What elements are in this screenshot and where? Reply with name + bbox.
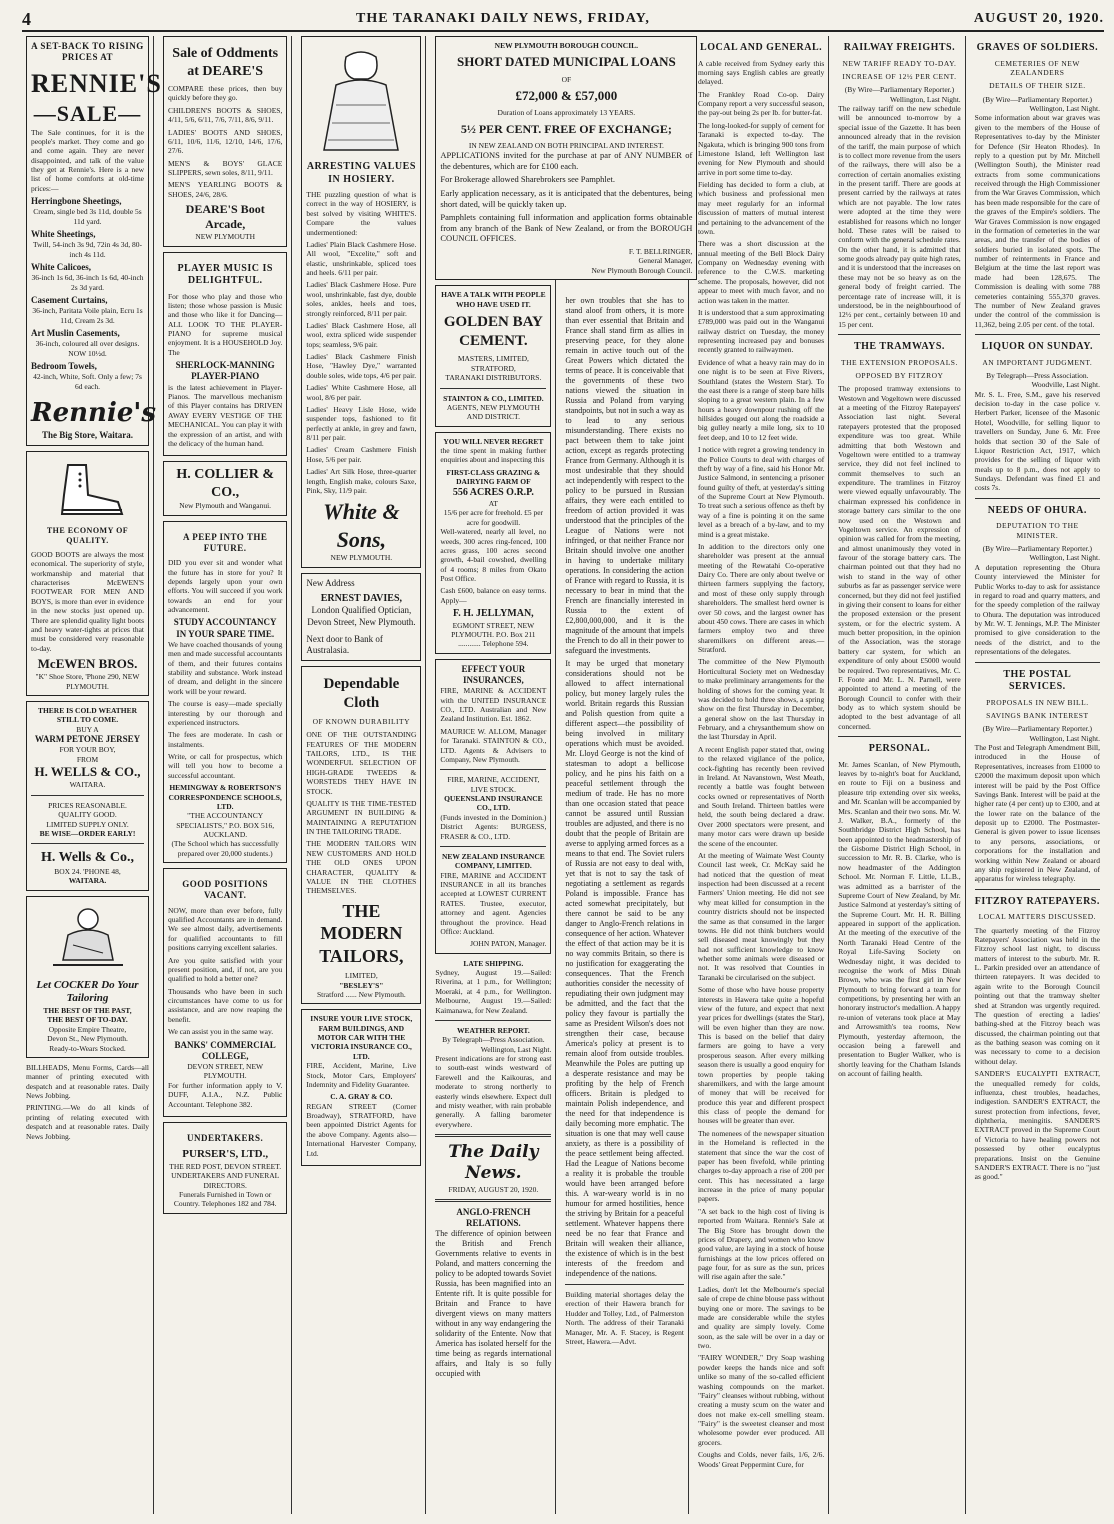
- farm-agent: F. H. JELLYMAN,: [453, 608, 534, 620]
- railway-sub: NEW TARIFF READY TO-DAY.: [842, 58, 957, 68]
- rennie-name: RENNIE'S: [31, 68, 162, 98]
- daily-news-date: FRIDAY, AUGUST 20, 1920.: [448, 1184, 539, 1194]
- cement-ad: [435, 285, 551, 427]
- local-p: The nomenees of the newspaper situation in the Homeland is reflected in the statement that since the war the cost of paper has been fivefold, while printing charges to-day approach a rise of 200 per cent. This has necessitated a large increase in the price of many popular papers.: [697, 1128, 825, 1204]
- list-item: [31, 229, 144, 259]
- jobbing-notice: PRINTING.—We do all kinds of printing of relating executed with despatch and at reasonable rates. Daily News Jobbing.: [26, 1103, 149, 1141]
- list-item: Ladies' Black Cashmere Hose. Pure wool, unshrinkable, fast dye, double soles, ankles, heels and toes, strongly reinforced, 8/11 per pair.: [306, 280, 417, 318]
- farm-addr: EGMONT STREET, NEW PLYMOUTH. P.O. Box 211 ............ Telephone 594.: [451, 620, 536, 649]
- local-p: In addition to the directors only one shareholder was present at the annual meeting of the Rewatahi Co-operative Dairy Co. There are only about twelve or thirteen farmers supplying the factory, and most of these only supply through shareholders. The smallest herd owner is over 50 cows, and the largest owner has about 450 cows. There are cases in which farmers employ two and three sharemilkers on different areas.—Stratford.: [697, 541, 825, 654]
- tailors-bldg: "BESLEY'S": [339, 980, 384, 990]
- farm-body: the time spent in making further enquiries about and inspecting this: [440, 446, 547, 465]
- undertakers-addr: THE RED POST, DEVON STREET.: [169, 1161, 282, 1171]
- list-item: Ladies' Cream Cashmere Finish Hose, 5/6 per pair.: [306, 445, 417, 464]
- davies-lead: New Address: [306, 577, 355, 588]
- future-body-5: Write, or call for prospectus, which will tell you how to become a successful accountant.: [168, 752, 283, 780]
- local-p: At the meeting of Waimate West County Council last week, Cr. McKay said he had noticed that the question of meat inspection had been discussed at a recent Farmers' Union meeting. He did not see why meat killed for consumption in the country districts should not be inspected the same as that consumed in the larger towns. He did not think butchers would sell diseased meat knowingly but they had not sufficient knowledge to know whether some animals were diseased or not. It was resolved that Counties in Taranaki be circularised on the subject.: [697, 850, 825, 982]
- queensland-note: (Funds invested in the Dominion.) District Agents: BURGESS, FRASER & CO., LTD.: [440, 812, 547, 841]
- shipping-title: LATE SHIPPING.: [463, 958, 524, 968]
- local-p: The Frankley Road Co-op. Dairy Company report a very successful season, the pay-out being 2s per lb. for butter-fat.: [697, 89, 825, 118]
- piano-body-2: is the latest achievement in Player-Pianos. The marvellous mechanism of this Player contains has DRIVEN AWAY EVERY VESTIGE OF THE MECHANICAL. You can play it with the expression of an artist, and with the delicacy of the human hand.: [168, 382, 283, 448]
- liquor-title: LIQUOR ON SUNDAY.: [981, 341, 1094, 352]
- tramways-body: The proposed tramway extensions to Westown and Vogeltown were discussed at a meeting of the Fitzroy Ratepayers' Association last night. Several ratepayers protested that the proposed expenditure was too great. While admitting that both Westown and Vogeltown were entitled to a tramway service, they did not feel inclined to commit themselves to such an expenditure. The tramlines in Fitzroy were viewed equally unfavourably. The chairman expressed his confidence in storage battery cars similar to the one now used on the Westown and Vogeltown service. An expression of opinion was called for from the meeting, and almost unanimously they voted in favour of the storage battery cars. The chairman pointed out that they had no wish to stand in the way of other suburbs as far as passenger service were concerned, but they did not feel justified in giving their consent to loans for either the proposed extension or the present system, or for the electric system. A much better proposition, in the opinion of the Association, was the storage battery car system, for which an expenditure of only about £5000 would be required. Two representatives, Mr. C. F. Foote and Mr. L. N. Parnell, were appointed to attend a meeting of the Borough Council to confer with their body as to which system should be adopted to the best advantage of all concerned.: [838, 384, 961, 731]
- victoria-body: FIRE, Accident, Marine, Live Stock, Motor Cars, Employers' Indemnity and Fidelity Guarantee.: [306, 1061, 417, 1089]
- wells-tag: QUALITY GOOD.: [58, 810, 117, 820]
- loans-body-3: Early application necessary, as it is anticipated that the debentures, being short dated, will be quickly taken up.: [440, 187, 693, 209]
- list-item: Ladies' Art Silk Hose, three-quarter length, English make, colours Saxe, Pink, Sky, 11/9 pair.: [306, 467, 417, 495]
- future-body-4: The fees are moderate. In cash or instalments.: [168, 730, 283, 749]
- future-school: HEMINGWAY & ROBERTSON'S CORRESPONDENCE SCHOOLS, LTD.: [168, 783, 282, 811]
- postal-byline: (By Wire—Parliamentary Reporter.): [982, 724, 1092, 734]
- local-title: LOCAL AND GENERAL.: [700, 42, 823, 53]
- wells-box: BOX 24. 'PHONE 48,: [54, 866, 121, 876]
- victoria-ad: [301, 1009, 421, 1166]
- local-p: Coughs and Colds, never fails, 1/6, 2/6. Woods' Great Peppermint Cure, for: [697, 1450, 825, 1469]
- list-item: [31, 361, 144, 391]
- column-2: [159, 36, 292, 1514]
- future-ad: [163, 521, 287, 864]
- cement-agent: MASTERS, LIMITED,: [457, 354, 529, 364]
- weather-body: Present indications are for strong east to south-east winds westward of Farewell and the Kaikouras, and moderate to strong northerly to easterly winds elsewhere. Expect dull and misty weather, with rain probable generally. A falling barometer everywhere.: [435, 1054, 552, 1129]
- item-detail: 36-inch, coloured all over designs. NOW 10½d.: [35, 339, 140, 358]
- davies-tail: Next door to Bank of Australasia.: [306, 633, 383, 656]
- piano-ad: [163, 252, 287, 457]
- item-detail: 36-inch 1s 6d, 36-inch 1s 6d, 40-inch 2s 3d yard.: [31, 273, 144, 292]
- railway-byline: (By Wire—Parliamentary Reporter.): [844, 85, 955, 95]
- list-item: CHILDREN'S BOOTS & SHOES, 4/11, 5/6, 6/11, 7/6, 7/11, 8/6, 9/11.: [168, 105, 283, 125]
- item-name: White Calicoes,: [31, 262, 91, 273]
- graves-sub: CEMETERIES OF NEW ZEALANDERS: [994, 58, 1080, 77]
- loans-body: APPLICATIONS invited for the purchase at par of ANY NUMBER of the debentures, which are for £100 each.: [440, 150, 693, 171]
- anglo-title: ANGLO-FRENCH RELATIONS.: [456, 1206, 531, 1229]
- postal-sub-2: SAVINGS BANK INTEREST: [986, 710, 1089, 720]
- column-6: [694, 36, 829, 1514]
- tailors-ltd: LIMITED,: [345, 971, 378, 981]
- cocker-line: Opposite Empire Theatre,: [48, 1024, 127, 1034]
- weather-title: WEATHER REPORT.: [456, 1025, 530, 1035]
- deare-ad: [163, 36, 287, 247]
- item-detail: 36-inch, Paritata Voile plain, Ecru 1s 11d, Cream 2s 3d.: [32, 306, 143, 325]
- farm-acres: 556 ACRES O.R.P.: [452, 486, 534, 498]
- mcewen-head: THE ECONOMY OF QUALITY.: [46, 525, 129, 545]
- personal-title: PERSONAL.: [868, 743, 931, 755]
- piano-name: SHERLOCK-MANNING PLAYER-PIANO: [175, 360, 275, 382]
- item-detail: Twill, 54-inch 3s 9d, 72in 4s 3d, 80-inch 4s 11d.: [32, 240, 143, 259]
- list-item: Ladies' Plain Black Cashmere Hose. All wool, "Excelite," soft and elastic, unshrinkable, spliced toes and heels. 6/11 per pair.: [306, 239, 417, 277]
- united-ad: [435, 659, 551, 954]
- local-p: I notice with regret a growing tendency in the Police Courts to deal with charges of theft by way of a fine, said his Honor Mr. Justice Salmond, in sentencing a prisoner found guilty of theft, at yesterday's sitting of the Supreme Court at New Plymouth. To treat such a serious offence as theft by way of a fine is pointing it on the same level as a breach of a by-law, and to my mind is a great mistake.: [697, 445, 825, 539]
- loans-body-2: For Brokerage allowed Sharebrokers see Pamphlet.: [440, 174, 616, 185]
- mcewen-addr: "K" Shoe Store, 'Phone 290, NEW PLYMOUTH.: [35, 672, 140, 691]
- weather-place: Wellington, Last Night.: [480, 1044, 552, 1054]
- rennie-ad: [26, 36, 162, 446]
- tailors-sub: OF KNOWN DURABILITY: [312, 716, 411, 726]
- postal-place: Wellington, Last Night.: [1029, 733, 1100, 743]
- loans-signer: F. T. BELLRINGER,: [628, 247, 693, 256]
- local-p: It is understood that a sum approximating £789,000 was paid out in the Wanganui railway district on Tuesday, the money representing increased pay and bonuses recently granted to railwaymen.: [697, 307, 825, 355]
- postal-title: THE POSTAL SERVICES.: [1003, 668, 1072, 692]
- cocker-line: Ready-to-Wears Stocked.: [49, 1043, 126, 1053]
- victoria-name: VICTORIA INSURANCE CO., LTD.: [310, 1042, 412, 1061]
- cocker-slogan: Let COCKER Do Your Tailoring: [36, 978, 139, 1005]
- ohura-body: A deputation representing the Ohura County interviewed the Minister for Public Works to-day to ask for assistance in regard to road and quarry matters, and for the speedy completion of the railway to Ohura. The deputation was introduced by Mr. W. T. Jennings, M.P. The Minister promised to give consideration to the needs of the district, and to the representations of the delegates.: [974, 562, 1100, 657]
- item-name: Art Muslin Casements,: [31, 328, 120, 339]
- postal-body: The Post and Telegraph Amendment Bill, introduced in the House of Representatives, increases from £1000 to £2000 the maximum deposit upon which interest will be paid by the Post Office Savings Bank. Interest will be paid at the higher rate (4 per cent) up to £300, and at the lower rate on the balance of the deposit up to £2000. The Postmaster-General is given power to issue licenses to any persons, associations, or corporations for the installation and working within New Zealand or aboard any ship registered in New Zealand, of apparatus for wireless telegraphy.: [974, 743, 1100, 884]
- cocker-line: THE BEST OF TO-DAY.: [47, 1015, 128, 1025]
- column-3: [297, 36, 426, 1514]
- banks-ad: [163, 868, 287, 1117]
- ohura-sub: DEPUTATION TO THE MINISTER.: [996, 521, 1079, 540]
- loans-duration: Duration of Loans approximately 13 YEARS.: [497, 108, 636, 118]
- mcewen-body: GOOD BOOTS are always the most economical. The superiority of style, workmanship and material that characterises McEWEN'S FOOTWEAR FOR MEN AND BOYS, is more than ever in evidence in the new stocks just opened up. There are splendid quality light boots and heavy water-tights at prices that must be considered very reasonable to-day.: [31, 549, 144, 653]
- page-number: 4: [22, 8, 32, 29]
- mcewen-ad: [26, 451, 149, 696]
- banks-title: GOOD POSITIONS VACANT.: [182, 879, 269, 901]
- liquor-place: Woodville, Last Night.: [1031, 380, 1100, 390]
- liquor-byline: By Telegraph—Press Association.: [986, 370, 1089, 380]
- farm-at: AT: [488, 499, 498, 508]
- tailors-body-3: THE MODERN TAILORS WIN NEW CUSTOMERS AND HOLD THE OLD ONES UPON CHARACTER, QUALITY & VALUE IN THE CLOTHES THEMSELVES.: [306, 839, 417, 896]
- white-head: ARRESTING VALUES IN HOSIERY.: [306, 161, 416, 185]
- list-item: [31, 262, 144, 292]
- local-p: "A set back to the high cost of living is reported from Waitara. Rennie's Sale at The Big Store has brought down the prices of Drapery, and women who know good value, are laying in a stock of house furnishings at the low prices offered on page four, for as sure as the sun, prices will rise again after the sale.": [697, 1206, 825, 1282]
- white-name: White & Sons,: [323, 499, 400, 552]
- future-body-3: The course is easy—made specially interesting by our thorough and experienced instructors.: [168, 699, 283, 727]
- local-p: The committee of the New Plymouth Horticultural Society met on Wednesday to make preliminary arrangements for the holding of shows for the coming year. It was decided to hold three shows, a spring show on the first Thursday in December, a general show on the last Thursday in February, and a chrysanthemum show on the last Thursday in April.: [697, 657, 825, 742]
- loans-role: General Manager,: [638, 256, 693, 266]
- cocker-line: THE BEST OF THE PAST,: [43, 1006, 132, 1015]
- column-8: [971, 36, 1104, 1514]
- farm-title: FIRST-CLASS GRAZING & DAIRYING FARM OF: [446, 467, 541, 487]
- wells-line: BUY A: [76, 724, 99, 734]
- davies-addr: Devon Street, New Plymouth.: [307, 616, 416, 627]
- list-item: Ladies' Black Cashmere Finish Hose, "Hawley Dye," warranted double soles, wide tops, 4/6 per pair.: [306, 352, 417, 380]
- nzins-manager: JOHN PATON, Manager.: [470, 939, 547, 949]
- tailors-title: Dependable Cloth: [323, 676, 400, 712]
- item-name: White Sheetings,: [31, 229, 96, 240]
- list-item: LADIES' BOOTS AND SHOES, 6/11, 10/6, 11/6, 12/10, 14/6, 17/6, 27/6.: [168, 127, 283, 156]
- masthead: [22, 8, 1104, 32]
- wells-name-2: H. Wells & Co.,: [40, 850, 135, 866]
- local-p: A recent English paper stated that, owing to the relaxed vigilance of the police, cock-fighting has recently been revived in Ireland. At Navanstown, West Meath, recently a battle was fought between cocks owned or representatives of North and South Ireland. Thirteen battles were held, the south being declared a draw. Over 2000 spectators were present, and many motor cars were drawn up beside the scene of the encounter.: [697, 744, 825, 848]
- local-p: Fielding has decided to form a club, at which business and professional men may meet regularly for an informal discussion of matters of mutual interest and pertaining to the advancement of the town.: [697, 180, 825, 236]
- farm-cash: Cash £600, balance on easy terms. Apply—: [440, 586, 547, 605]
- loans-of: OF: [561, 74, 572, 84]
- farm-price: 15/6 per acre for freehold. £5 per acre for goodwill.: [443, 508, 544, 527]
- ohura-place: Wellington, Last Night.: [1029, 553, 1100, 563]
- mcewen-name: McEWEN BROS.: [37, 656, 138, 671]
- daily-news-nameplate: The Daily News.: [448, 1142, 539, 1184]
- tramways-sub: THE EXTENSION PROPOSALS.: [841, 357, 958, 367]
- ohura-byline: (By Wire—Parliamentary Reporter.): [982, 544, 1092, 553]
- newspaper-title: THE TARANAKI DAILY NEWS, FRIDAY,: [355, 11, 650, 26]
- list-item: [31, 196, 144, 226]
- graves-sub-2: DETAILS OF THEIR SIZE.: [989, 81, 1086, 91]
- loans-where: IN NEW ZEALAND ON BOTH PRINCIPAL AND INTEREST.: [468, 140, 664, 150]
- weather-byline: By Telegraph—Press Association.: [442, 1035, 545, 1045]
- rennie-intro: The Sale continues, for it is the people's market. They come and go and come again. They are never disappointed, and talk of the value they get at Rennie's. Here is a new list of home comforts at old-time prices:—: [31, 127, 144, 193]
- local-p: Some of those who have house property interests in Hawera take quite a hopeful view of the future, and expect that next year prices for dwellings (states the Star), will be even higher than they are now. This is based on the belief that dairy farmers are going to have a very prosperous season. After every milking season there is usually a good enquiry for town properties by people taking sharemilkers, and with the large amount of money that will be received for produce this year and different prospect this class of people the demand for houses will be greater than ever.: [697, 985, 825, 1126]
- tailor-illustration-icon: [43, 905, 133, 975]
- tramways-title: THE TRAMWAYS.: [853, 341, 945, 352]
- list-item: [31, 295, 144, 325]
- cocker-ad: [26, 896, 149, 1058]
- collier-name: H. COLLIER & CO.,: [176, 467, 274, 500]
- victoria-addr: REGAN STREET (Corner Broadway), STRATFORD, have been appointed District Agents for the above Company. Agents also—International Harvester Company, Ltd.: [306, 1101, 417, 1158]
- column-7: [834, 36, 965, 1514]
- liquor-body: Mr. S. L. Free, S.M., gave his reserved decision to-day in the case police v. Herbert Parker, licensee of the Masonic Hotel, Woodville, for selling liquor to travellers on Sunday, June 6. Mr. Free holds that section 30 of the Sale of Liquor Restriction Act, 1917, which provides for the selling of liquor with meals up to 8 p.m., does not apply to Sundays. Defendant was fined £1 and costs 7s.: [974, 389, 1100, 493]
- railway-place: Wellington, Last Night.: [890, 94, 961, 104]
- davies-name: ERNEST DAVIES,: [320, 592, 403, 604]
- graves-byline: (By Wire—Parliamentary Reporter.): [982, 94, 1092, 104]
- future-body: DID you ever sit and wonder what the future has in store for you? It depends largely upon your own efforts. You will succeed if you work towards an end for your advancement.: [168, 558, 283, 614]
- editorial-p2: It may be urged that monetary considerations should not be allowed to affect international policy, but money largely rules the world. Britain regards this Russian and Polish question from quite a different aspect—the possibility of being involved in military operations which must be avoided. Mr. Lloyd George is not the kind of statesman to adopt a bellicose policy, and he pins his faith on a peaceful settlement through the medium of trade. He has no more than one occasion stated that peace cannot be assured until Russian troubles are adjusted, and there is no doubt that the people of Britain are averse to applying armed forces as a means to that end. The Soviet rulers of Russia are not easy to deal with, yet that is not to say the task of negotiating a settlement as regards Poland is impossible. France has acted somewhat precipitately, but there cannot be said to be any danger to Anglo-French relations in consequence of her action. Whatever the effect of that action may be it is no way commits Britain, so there is no justification for exaggerating the consequences. That the French authorities consider the necessity of repudiating their own judgment may be admitted, and the fact that the policy they favour is partially the same as President Wilson's does not strengthen their case, because America's policy at present is to remain aloof from outside troubles. Meanwhile the Poles are putting up a desperate resistance and may be profiting by the help of French officers. Britain is pledged to maintain Polish independence, and the need for that independence is daily becoming more emphatic. The situation is one that may well cause anxiety, as there is a possibility of the peace settlement being affected. Had the League of Nations become a reality it is probable the trouble would have been arranged before this. A war-weary world is in no humour for armed hostilities, hence the striving by Britain for a peaceful settlement. Whatever happens there need be no fear that France and Britain will weaken their alliance, the existence of which is in the best interests of the freedom and independence of the nations.: [565, 659, 684, 1278]
- collier-sub: New Plymouth and Wanganui.: [179, 501, 272, 511]
- future-note: (The School which has successfully prepared over 20,000 students.): [171, 839, 279, 858]
- undertakers-ad: [163, 1122, 287, 1214]
- list-item: MEN'S YEARLING BOOTS & SHOES, 24/6, 28/6.: [168, 180, 283, 199]
- wells-tag: LIMITED SUPPLY ONLY.: [46, 819, 129, 829]
- jobbing-notice: BILLHEADS, Menu Forms, Cards—all manner of printing executed with despatch and at reasonable rates. Daily News Jobbing.: [26, 1062, 149, 1100]
- wells-town-2: WAITARA.: [68, 876, 107, 886]
- liquor-sub: AN IMPORTANT JUDGMENT.: [982, 357, 1093, 367]
- loans-org: New Plymouth Borough Council.: [591, 265, 693, 275]
- banks-body: NOW, more than ever before, fully qualified Accountants are in demand. We see almost daily, advertisements for qualified accountants to fill positions carrying excellent salaries.: [168, 905, 283, 953]
- wells-town: WAITARA.: [69, 780, 106, 790]
- editorial-p3: Building material shortages delay the erection of their Hawera branch for Hudder and Tolley, Ltd., of Palmerston North. The address of their Taranaki Manager, Mr. A. F. Stacey, is Regent Street, Hawera.—Advt.: [565, 1290, 684, 1346]
- white-town: NEW PLYMOUTH.: [330, 553, 393, 563]
- list-item: Ladies' White Cashmere Hose, all wool, 8/6 per pair.: [306, 383, 417, 402]
- local-p: Evidence of what a heavy rain may do in one night is to be seen at Five Rivers, Southland (states the Western Star). To the east there is a range of steep bare hills sloping to a great western plain. In a few hours a heavy downpour rushing off the hillsides gouged out along the roadside a big gulley nearly a mile long, six to 10 feet deep, and 10 to 12 feet wide.: [697, 357, 825, 442]
- deare-town: NEW PLYMOUTH: [195, 232, 256, 242]
- banks-addr: DEVON STREET, NEW PLYMOUTH.: [187, 1062, 264, 1081]
- banks-contact: For further information apply to V. DUFF, A.I.A., N.Z. Public Accountant. Telephone 382.: [168, 1080, 283, 1109]
- issue-date: AUGUST 20, 1920.: [973, 11, 1104, 26]
- wells-ad: [26, 701, 149, 891]
- list-item: [31, 328, 144, 358]
- banks-body-4: We can assist you in the same way.: [168, 1027, 274, 1037]
- wells-tag: BE WISE—ORDER EARLY!: [39, 828, 136, 838]
- wells-line: FROM: [76, 754, 99, 764]
- list-item: Ladies' Black Cashmere Hose, all wool, extra spliced wide suspender tops; seamless, 9/6 pair.: [306, 320, 417, 349]
- personal-body: Mr. James Scanlan, of New Plymouth, leaves by to-night's boat for Auckland, en route to Fiji on a business and pleasure trip extending over six weeks, and Mr. Scanlan will be accompanied by Mrs. Scanlan and their two sons. Mr. W. J. Walker, B.A., formerly of the Southbridge District High School, has been appointed to the headmastership of the Gisborne District High School, in succession to Mr. R. B. Clarke, who is now headmaster of the Addington School. Mr. Norman F. Little, LL.B., was admitted as a barrister of the Supreme Court of New Zealand, by Mr. Justice Salmond at yesterday's sitting of the Supreme Court. Mr. H. R. Billing appeared in support of the application. At the meeting of the executive of the North Taranaki Head Centre of the Royal Life-Saving Society on Wednesday night, it was decided to recognise the work of Miss Dinah Brown, who was the first girl in New Plymouth to bring forward a team for competitions, by presenting her with an honorary instructor's medallion. A happy re-union of veterans took place at May and Arrowsmith's tea rooms, New Plymouth, yesterday afternoon, the occasion being a farewell and presentation to Bugler Walker, who is shortly leaving for the Chatham Islands on account of failing health.: [838, 759, 961, 1078]
- victoria-head: INSURE YOUR LIVE STOCK, FARM BUILDINGS, AND MOTOR CAR WITH THE: [310, 1014, 413, 1042]
- item-detail: Cream, single bed 3s 11d, double 5s 11d yard.: [33, 207, 142, 226]
- columns: [22, 36, 1104, 1514]
- graves-place: Wellington, Last Night.: [1029, 104, 1100, 113]
- tailors-body: ONE OF THE OUTSTANDING FEATURES OF THE MODERN TAILORS, LTD., IS THE WONDERFUL SELECTION OF HIGH-GRADE TWEEDS & WORSTEDS THEY HAVE IN STOCK.: [306, 730, 417, 796]
- deare-title: Sale of Oddments at DEARE'S: [172, 46, 279, 79]
- piano-body: For those who play and those who listen; those whose passion is Music and those who like it for Dancing—ALL LOOK TO THE PLAYER-PIANO for supreme musical enjoyment. It is a HOUSEHOLD Joy. The: [168, 291, 283, 357]
- lady-illustration-icon: [306, 45, 416, 155]
- victoria-agent: C. A. GRAY & CO.: [330, 1092, 393, 1102]
- undertakers-role: UNDERTAKERS AND FUNERAL DIRECTORS.: [171, 1171, 280, 1190]
- future-head: STUDY ACCOUNTANCY IN YOUR SPARE TIME.: [173, 617, 277, 639]
- loans-title: SHORT DATED MUNICIPAL LOANS: [456, 54, 676, 70]
- boot-illustration-icon: [48, 460, 128, 520]
- graves-title: GRAVES OF SOLDIERS.: [976, 42, 1099, 53]
- deare-intro: COMPARE these prices, then buy quickly before they go.: [168, 84, 283, 103]
- rennie-sale: —SALE—: [33, 101, 142, 126]
- piano-title: PLAYER MUSIC IS DELIGHTFUL.: [177, 262, 273, 286]
- list-item: MEN'S & BOYS' GLACE SLIPPERS, sewn soles, 8/11, 9/11.: [168, 158, 283, 177]
- rennie-logo: Rennie's: [31, 398, 156, 429]
- stainton-role: AGENTS, NEW PLYMOUTH AND DISTRICT.: [446, 402, 540, 422]
- local-p: There was a short discussion at the annual meeting of the Bell Block Dairy Company on Wednesday evening with reference to the C.W.S. marketing scheme. The proposals, however, did not appear to meet with much favor, and no action was taken in the matter.: [697, 239, 825, 305]
- editorial-p1: her own troubles that she has to stand aloof from others, it is more than ever essential that Britain and France shall stand firm as allies in preserving peace, for they alone remain in active touch out of the Great Powers which dictated the terms of peace. It is conceivable that the governments of these two nations viewed the situation in Russia and Poland from varying standpoints, but not in such a way as to lead to any serious misunderstanding. There exists no pact between them to take joint action, except as regards protecting France from Germany. Although it is most undesirable that they should act independently with respect to the policy to be pursued in Russian affairs, they were each entitled to freedom of action provided it was understood that the principles of the League of Nations were not infringed, or that neither France nor Britain should involve one another in having to undertake military operations. In considering the action of France with regard to Russia, it is necessary to bear in mind that the French are financially interested in Russia to the extent of £2,800,000,000, and it is the magnitude of the amount that impels the French to do all in their power to safeguard the investments.: [565, 296, 684, 655]
- deare-store: DEARE'S Boot Arcade,: [185, 202, 265, 232]
- cement-name: GOLDEN BAY CEMENT.: [443, 313, 543, 349]
- anglo-body: The difference of opinion between the British and French Governments relative to events in Poland, and matters concerning the policy to be adopted towards Soviet Russia, has been magnified into an Entente rift. It is quite possible for Britain and France to have divergent views on many matters without in any way endangering the solidarity of the Entente. Now that America has isolated herself for the time being as regards international affairs, and Italy is so fully occupied with: [435, 1229, 552, 1379]
- rennie-footer: The Big Store, Waitara.: [42, 429, 133, 440]
- local-p: Ladies, don't let the Melbourne's special sale of crepe de chine blouse pass without buying one or more. The savings to be made are considerable while the styles and quality are simply lovely. Come soon, as the sale will be over in a day or two.: [697, 1284, 825, 1350]
- white-body: THE puzzling question of what is correct in the way of HOSIERY, is best solved by visiting WHITE'S. Compare the values undermentioned:: [306, 190, 417, 237]
- wells-name: H. WELLS & CO.,: [34, 764, 141, 780]
- wells-tag: PRICES REASONABLE.: [48, 800, 127, 810]
- ohura-title: NEEDS OF OHURA.: [987, 504, 1087, 516]
- wells-line: THERE IS COLD WEATHER STILL TO COME.: [37, 706, 138, 725]
- sanders-ad: SANDER'S EUCALYPTI EXTRACT, the unequalled remedy for colds, influenza, chest troubles, headaches, indigestion. SANDER'S EXTRACT, the surest protection from infections, fever, diphtheria, meningitis. SANDER'S EXTRACT proved in the Supreme Court of Victoria to have healing powers not possessed by other eucalyptus preparations. Insist on the Genuine SANDER'S EXTRACT. There is no "just as good.": [974, 1069, 1100, 1182]
- cement-lead: HAVE A TALK WITH PEOPLE WHO HAVE USED IT.: [441, 290, 546, 309]
- queensland-head: FIRE, MARINE, ACCIDENT, LIVE STOCK.: [447, 775, 540, 794]
- loans-ad: [435, 36, 697, 280]
- fitzroy-title: FITZROY RATEPAYERS.: [974, 895, 1100, 907]
- banks-body-3: Thousands who have been in such circumstances have come to us for assistance, and are now reaping the benefit.: [168, 986, 283, 1024]
- white-ad: [301, 36, 421, 568]
- tramways-sub-2: OPPOSED BY FITZROY: [855, 370, 944, 380]
- shipping-body: Sydney, August 19.—Sailed: Riverina, at 1 p.m., for Wellington; Moeraki, at 4 p.m., for Wellington. Melbourne, August 19.—Sailed: Kaimanawa, for New Zealand.: [435, 968, 552, 1015]
- item-name: Casement Curtains,: [31, 295, 108, 306]
- item-name: Herringbone Sheetings,: [31, 196, 122, 207]
- local-p: The long-looked-for supply of cement for Taranaki is expected to-day. The Ngakuta, which is bringing 900 tons from Limestone Island, left Wellington last evening for New Plymouth and should arrive in port some time to-day.: [697, 120, 825, 177]
- united-head: EFFECT YOUR INSURANCES,: [461, 663, 526, 685]
- rennie-lead: A SET-BACK TO RISING PRICES AT: [31, 41, 144, 63]
- railway-body: The railway tariff on the new schedule will be announced to-morrow by a special issue of the Gazette. It has been announced already that in the revision of the tariff, the main purpose of which is to collect more revenue from the users of the railways, there will also be a correction of certain anomalies existing in the present tariff. There are goods at present carried by the railways at rates which are not payable. The low rates were adopted at the time they were established for reasons which no longer hold. These rates will be raised to conform with the general schedule rates. On the other hand, it is admitted that some goods already pay quite high rates, and it is understood that the increases on these may not be so heavy as on the general body of freight carried. The percentage rate of increase will, it is understood, be in the neighbourhood of 12½ per cent., certainly between 10 and 15 per cent.: [838, 104, 961, 329]
- collier-ad: [163, 461, 287, 515]
- loans-body-4: Pamphlets containing full information and application forms obtainable from any branch of the Bank of New Zealand, or from the BOROUGH COUNCIL OFFICES.: [440, 212, 693, 244]
- nzins-body: FIRE, MARINE and ACCIDENT INSURANCE in all its branches accepted at LOWEST CURRENT RATES. Trustee, executor, attorney and agent. Agencies throughout the province. Head Office: Auckland.: [440, 870, 547, 936]
- wells-line: FOR YOUR BOY,: [59, 745, 116, 755]
- item-detail: 42-inch, White, Soft. Only a few; 7s 6d each.: [33, 372, 142, 391]
- fitzroy-sub: LOCAL MATTERS DISCUSSED.: [978, 912, 1097, 922]
- cocker-line: Devon St., New Plymouth.: [47, 1034, 128, 1044]
- future-body-2: We have coached thousands of young men and made successful accountants of them, and their futures contains stability and substance. Work instead of dream, and delight in the sincere work will be your reward.: [168, 639, 283, 696]
- farm-ad: [435, 432, 551, 654]
- cement-town: STRATFORD,: [470, 363, 516, 373]
- farm-head: YOU WILL NEVER REGRET: [443, 436, 544, 446]
- tailors-town: Stratford ...... New Plymouth.: [316, 989, 406, 999]
- future-spec: "THE ACCOUNTANCY SPECIALISTS," P.O. BOX 516, AUCKLAND.: [176, 811, 275, 839]
- tailors-name: THE MODERN TAILORS,: [319, 900, 404, 966]
- undertakers-footer: Funerals Furnished in Town or Country. Telephones 182 and 784.: [173, 1190, 277, 1209]
- tailors-ad: [301, 666, 421, 1004]
- railway-sub-2: INCREASE OF 12½ PER CENT.: [842, 71, 957, 81]
- nzins-name: NEW ZEALAND INSURANCE COMPANY, LIMITED.: [441, 851, 545, 871]
- undertakers-name: PURSER'S, LTD.,: [182, 1148, 269, 1161]
- davies-ad: [301, 573, 421, 662]
- fitzroy-body: The quarterly meeting of the Fitzroy Ratepayers' Association was held in the Fitzroy school last night, to discuss matters of interest to the suburb. Mr. R. L. Parkin presided over an attendance of thirteen ratepayers. It was decided to again write to the Borough Council pointing out that the tramway shelter shed at Strandon was urgently required. The question of erecting a ladies' bathing-shed at the Fitzroy beach was discussed, the chairman pointing out that as the bathing season was coming on it was necessary to come to a decision without delay.: [974, 925, 1100, 1066]
- davies-role: London Qualified Optician,: [311, 605, 412, 616]
- farm-desc: Well-watered, nearly all level, no weeds, 300 acres ring-fenced, 100 acres grass, 100 acres second growth, 4-bail cowshed, dwelling of 4 rooms; 8 miles from Okato Post Office.: [440, 527, 547, 583]
- united-manager: MAURICE W. ALLOM, Manager for Taranaki. STAINTON & CO., LTD. Agents & Advisers to Company, New Plymouth.: [440, 726, 547, 764]
- wells-line: WARM PETONE JERSEY: [34, 734, 141, 745]
- graves-body: Some information about war graves was given to the members of the House of Representatives to-day by the Minister for Defence (Sir Heaton Rhodes). In reply to a question put by Mr. Mitchell (Wellington South), the Minister read extracts from some communications received through the High Commissioner from the War Graves Commission, which has been made responsible for the care of the graves of the Empire's soldiers. The War Graves Commission is now engaged in the formation of cemeteries in the war areas, and the transfer of the bodies of soldiers buried in isolated spots. The number of reinterments in France and Belgium at the time the last report was made had been 128,675. The Commission is dealing with some 788 cemeteries containing 555,370 graves. The number of New Zealand graves under the control of the commission is 11,362, being 2.05 per cent. of the total.: [974, 113, 1100, 329]
- undertakers-title: UNDERTAKERS.: [187, 1132, 264, 1143]
- banks-body-2: Are you quite satisfied with your present position, and, if not, are you qualified to hold a better one?: [168, 955, 283, 984]
- banks-name: BANKS' COMMERCIAL COLLEGE,: [174, 1039, 276, 1061]
- railway-title: RAILWAY FREIGHTS.: [843, 42, 956, 53]
- postal-sub: PROPOSALS IN NEW BILL.: [986, 697, 1089, 707]
- list-item: Ladies' Heavy Lisle Hose, wide suspender tops, fashioned to fit perfectly at ankle, in grey and fawn, 8/11 per pair.: [306, 404, 417, 442]
- loans-amount: £72,000 & £57,000: [515, 88, 618, 103]
- stainton-name: STAINTON & CO., LIMITED.: [443, 393, 544, 403]
- loans-rate: 5½ PER CENT. FREE OF EXCHANGE;: [460, 121, 672, 136]
- queensland-name: QUEENSLAND INSURANCE CO., LTD.: [444, 794, 543, 813]
- column-1: [22, 36, 162, 1514]
- cement-role: TARANAKI DISTRIBUTORS.: [445, 373, 542, 383]
- loans-council: NEW PLYMOUTH BOROUGH COUNCIL.: [494, 41, 639, 50]
- united-lines: FIRE, MARINE & ACCIDENT with the UNITED INSURANCE CO., LTD. Australian and New Zealand Institution. Est. 1862.: [440, 686, 547, 724]
- tailors-body-2: QUALITY IS THE TIME-TESTED ARGUMENT IN BUILDING & MAINTAINING A REPUTATION IN THE TAILORING TRADE.: [306, 798, 417, 836]
- local-p: A cable received from Sydney early this morning says English cables are greatly delayed.: [697, 58, 825, 87]
- future-title: A PEEP INTO THE FUTURE.: [182, 531, 268, 553]
- item-name: Bedroom Towels,: [31, 361, 97, 372]
- local-p: "FAIRY WONDER," Dry Soap washing powder keeps the hands nice and soft unlike so many of the so-called efficient washing compounds on the market. "Fairy" cleanses without rubbing, without creating a musty scum on the water and does not make ex-cell smelling steam. "Fairy" is the sweetest cleanser and most wholesome powder ever produced. All grocers.: [697, 1353, 825, 1447]
